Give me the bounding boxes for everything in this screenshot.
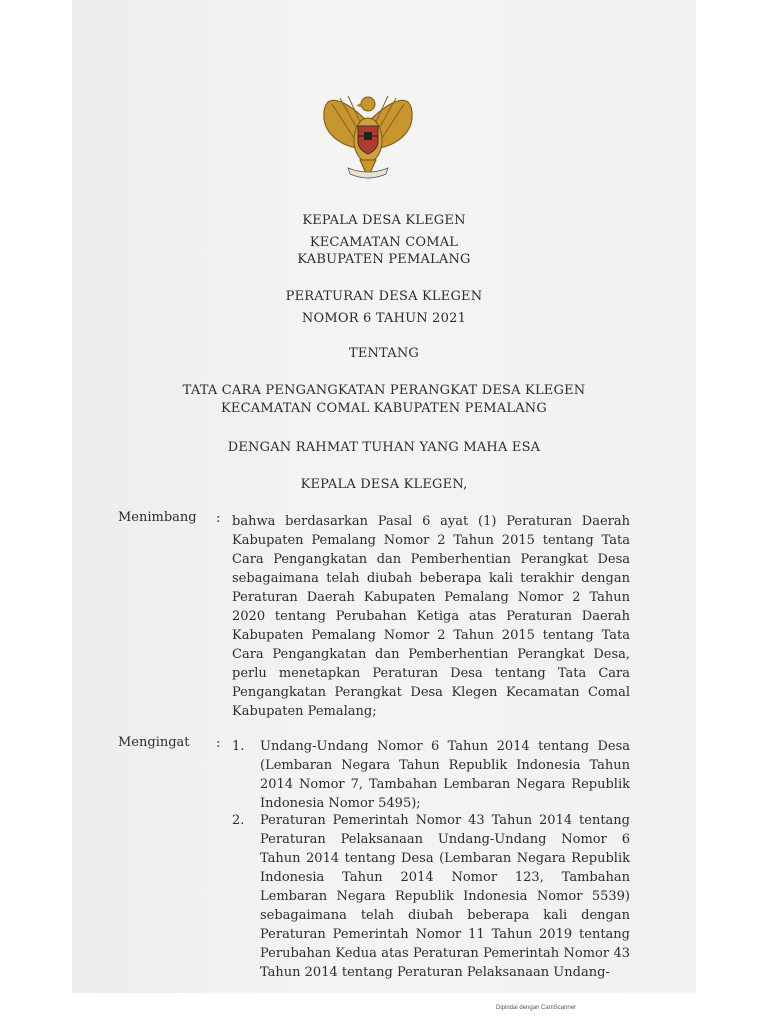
regulation-subject-line-1: TATA CARA PENGANGKATAN PERANGKAT DESA KLEGEN	[182, 383, 586, 398]
menimbang-colon: :	[216, 511, 221, 526]
mengingat-item-1	[232, 737, 630, 813]
mengingat-item-2-text: Peraturan Pemerintah Nomor 43 Tahun 2014 tentang Peraturan Pelaksanaan Undang-Undang Nomor 6 Tahun 2014 tentang Desa (Lembaran Negara Republik Indonesia Tahun 2014 Nomor 123, Tambahan Lembaran Negara Republik Indonesia Nomor 5539) sebagaimana telah diubah beberapa kali dengan Peraturan Pemerintah Nomor 11 Tahun 2019 tentang Perubahan Kedua atas Peraturan Pemerintah Nomor 43 Tahun 2014 tentang Peraturan Pelaksanaan Undang-	[260, 813, 630, 980]
scanner-watermark: Dipindai dengan CamScanner	[496, 1005, 577, 1011]
header-line-3: KABUPATEN PEMALANG	[297, 252, 471, 267]
regulation-number: NOMOR 6 TAHUN 2021	[301, 311, 467, 326]
village-head-line: KEPALA DESA KLEGEN,	[300, 477, 468, 492]
blessing-line: DENGAN RAHMAT TUHAN YANG MAHA ESA	[227, 440, 541, 455]
regulation-subject-line-2: KECAMATAN COMAL KABUPATEN PEMALANG	[221, 401, 547, 416]
header-line-2: KECAMATAN COMAL	[309, 235, 459, 250]
mengingat-item-2-number: 2.	[232, 813, 245, 828]
mengingat-item-1-number: 1.	[232, 739, 245, 754]
mengingat-label: Mengingat	[118, 735, 190, 750]
document-page	[72, 0, 696, 993]
mengingat-item-1-text: Undang-Undang Nomor 6 Tahun 2014 tentang Desa (Lembaran Negara Tahun Republik Indonesia Tahun 2014 Nomor 7, Tambahan Lembaran Negara Republik Indonesia Nomor 5495);	[260, 739, 630, 811]
mengingat-item-2	[232, 811, 630, 982]
regulation-about: TENTANG	[348, 346, 420, 361]
menimbang-text: bahwa berdasarkan Pasal 6 ayat (1) Peraturan Daerah Kabupaten Pemalang Nomor 2 Tahun 2015 tentang Tata Cara Pengangkatan dan Pemberhentian Perangkat Desa sebagaimana telah diubah beberapa kali terakhir dengan Peraturan Daerah Kabupaten Pemalang Nomor 2 Tahun 2020 tentang Perubahan Ketiga atas Peraturan Daerah Kabupaten Pemalang Nomor 2 Tahun 2015 tentang Tata Cara Pengangkatan dan Pemberhentian Perangkat Desa, perlu menetapkan Peraturan Desa tentang Tata Cara Pengangkatan Perangkat Desa Klegen Kecamatan Comal Kabupaten Pemalang;	[232, 514, 630, 719]
header-line-1: KEPALA DESA KLEGEN	[302, 213, 466, 228]
menimbang-label: Menimbang	[118, 510, 197, 525]
garuda-pancasila-emblem-icon	[318, 82, 418, 192]
mengingat-colon: :	[216, 736, 221, 751]
regulation-title: PERATURAN DESA KLEGEN	[285, 289, 483, 304]
